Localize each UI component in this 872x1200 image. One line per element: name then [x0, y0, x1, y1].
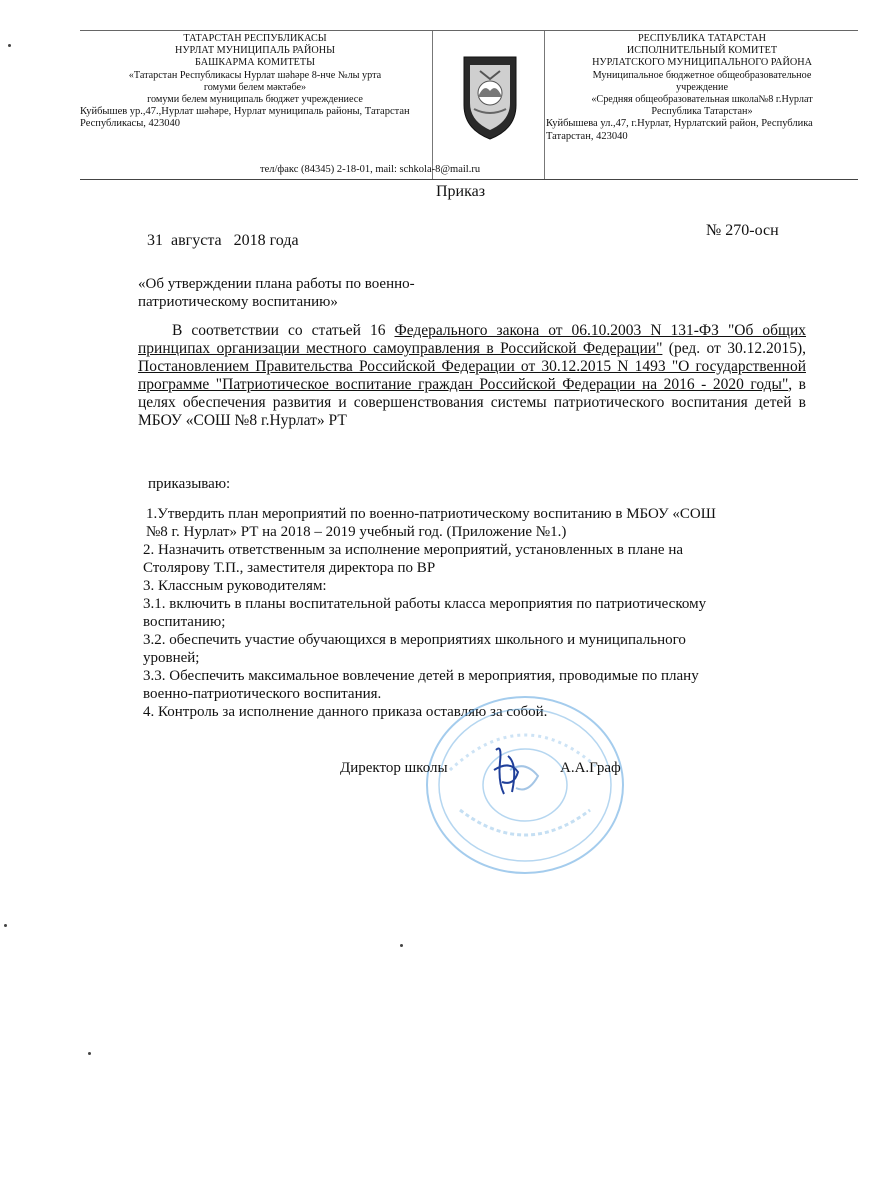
order-item-line: №8 г. Нурлат» РТ на 2018 – 2019 учебный год. (Приложение №1.)	[146, 524, 567, 540]
header-left-line: БАШКАРМА КОМИТЕТЫ	[195, 57, 315, 69]
header-right-line: Республика Татарстан»	[651, 106, 753, 118]
letterhead	[80, 30, 858, 180]
order-item-line: 2. Назначить ответственным за исполнение мероприятий, установленных в плане на	[143, 542, 684, 558]
order-item-line: 3.1. включить в планы воспитательной работы класса мероприятия по патриотическому	[143, 596, 707, 612]
coat-of-arms-emblem	[458, 53, 522, 141]
scan-speck	[4, 924, 7, 927]
scan-speck	[8, 44, 11, 47]
header-right-line: РЕСПУБЛИКА ТАТАРСТАН	[637, 33, 767, 44]
order-item-line: 3.2. обеспечить участие обучающихся в мероприятиях школьного и муниципального	[143, 632, 686, 648]
order-item-line: военно-патриотического воспитания.	[143, 686, 382, 702]
header-left-line: гомуми белем муниципаль бюджет учреждениесе	[147, 94, 363, 106]
header-right-line: ИСПОЛНИТЕЛЬНЫЙ КОМИТЕТ	[626, 45, 778, 57]
signatory-role: Директор школы	[340, 760, 448, 776]
document-number: № 270-осн	[706, 222, 779, 239]
header-left-line: гомуми белем мәктәбе»	[203, 81, 307, 93]
header-divider	[544, 31, 545, 179]
order-item-line: 3. Классным руководителям:	[143, 578, 327, 594]
order-items	[143, 505, 826, 721]
header-right-line: «Средняя общеобразовательная школа№8 г.Нурлат	[591, 94, 813, 106]
letterhead-left-tatar	[80, 33, 430, 131]
document-date: 31 августа 2018 года	[147, 232, 299, 249]
header-right-address: Куйбышева ул.,47, г.Нурлат, Нурлатский район, Республика Татарстан, 423040	[546, 118, 813, 142]
preamble-text: , в целях обеспечения развития и совершенствования системы патриотического воспитания детей в МБОУ «СОШ №8 г.Нурлат» РТ	[138, 376, 806, 429]
contact-line: тел/факс (84345) 2-18-01, mail: schkola-8@mail.ru	[260, 164, 481, 175]
subject-line: патриотическому воспитанию»	[138, 294, 338, 310]
header-right-line: НУРЛАТСКОГО МУНИЦИПАЛЬНОГО РАЙОНА	[592, 57, 812, 69]
document-subject	[138, 275, 498, 311]
header-right-line: Муниципальное бюджетное общеобразовательное	[592, 69, 812, 81]
header-left-line: НУРЛАТ МУНИЦИПАЛЬ РАЙОНЫ	[174, 45, 335, 57]
order-item-line: Столярову Т.П., заместителя директора по ВР	[143, 560, 436, 576]
order-item-line: 4. Контроль за исполнение данного приказа оставляю за собой.	[143, 704, 548, 720]
subject-line: «Об утверждении плана работы по военно-	[138, 276, 415, 292]
scan-speck	[88, 1052, 91, 1055]
order-item-line: воспитанию;	[143, 614, 226, 630]
header-left-line: «Татарстан Республикасы Нурлат шәһәре 8-нче №лы урта	[128, 69, 382, 81]
letterhead-right-russian	[546, 33, 858, 143]
header-left-line: ТАТАРСТАН РЕСПУБЛИКАСЫ	[183, 33, 327, 44]
signatory-name: А.А.Граф	[560, 760, 621, 776]
header-right-line: учреждение	[675, 81, 728, 93]
preamble-text: В соответствии со статьей 16	[172, 322, 395, 339]
director-signature	[488, 742, 528, 802]
order-item-line: 1.Утвердить план мероприятий по военно-патриотическому воспитанию в МБОУ «СОШ	[146, 506, 716, 522]
preamble-paragraph	[138, 322, 806, 430]
federal-law-link[interactable]: Федерального закона от 06.10.2003 N 131-ФЗ "Об общих принципах организации местного самоуправления в Российской Федерации"	[138, 322, 807, 357]
document-title: Приказ	[436, 183, 486, 200]
scan-speck	[400, 944, 403, 947]
government-decree-link[interactable]: Постановлением Правительства Российской Федерации от 30.12.2015 N 1493 "О государственной программе "Патриотическое воспитание граждан Российской Федерации на 2016 - 2020 годы"	[138, 358, 806, 393]
header-divider	[432, 31, 433, 179]
order-item-line: уровней;	[143, 650, 200, 666]
order-word: приказываю:	[148, 476, 231, 492]
preamble-text: (ред. от 30.12.2015),	[662, 340, 806, 357]
order-item-line: 3.3. Обеспечить максимальное вовлечение детей в мероприятия, проводимые по плану	[143, 668, 699, 684]
header-left-address: Куйбышев ур.,47.,Нурлат шәһәре, Нурлат муниципаль районы, Татарстан Республикасы, 423040	[80, 106, 410, 130]
